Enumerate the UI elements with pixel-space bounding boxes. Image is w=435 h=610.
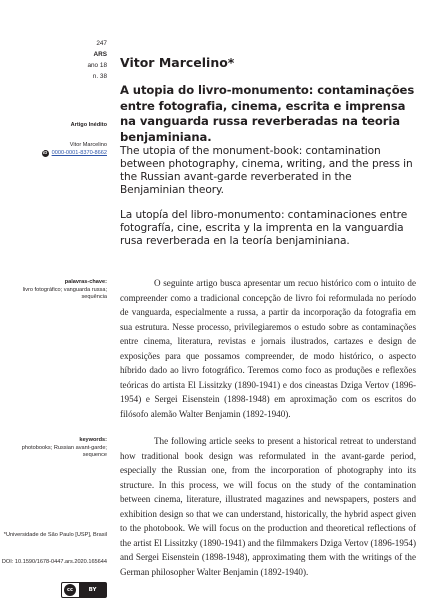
page-number: 247 <box>96 40 107 47</box>
orcid-icon: iD <box>43 149 48 155</box>
keywords-pt <box>0 279 107 302</box>
title-spanish: La utopía del libro-monumento: contaminaciones entre fotografía, cine, escrita y la imprenta en la vanguardia rusa reverberada en la teoría benjaminiana. <box>120 209 408 247</box>
title-english: The utopia of the monument-book: contamination between photography, cinema, writing, and the press in the Russian avant-garde reverberated in the Benjaminian theory. <box>120 145 413 196</box>
abstract-en-text: The following article seeks to present a historical retreat to understand how traditional book design was reformulated in the avant-garde period, especially the Russian one, from the incorporation of photography into its structure. In this process, we will focus on the study of the contamination between cinema, literature, illustrated magazines and newspapers, posters and exhibition design so that we can understand, historically, the hybrid aspect given to the photobook. We will focus on the production and theoretical reflections of the artist El Lissitzky (1890-1941) and the filmmakers Dziga Vertov (1896-1954) and Sergei Eisenstein (1898-1948), approximating them with the writings of the German philosopher Walter Benjamin (1892-1940). <box>120 436 416 577</box>
cc-icon: cc <box>64 584 76 596</box>
author-name: Vitor Marcelino* <box>120 55 235 70</box>
keywords-pt-terms: livro fotográfico; vanguarda russa; sequência <box>22 286 107 300</box>
keywords-en-title: keywords: <box>79 437 107 443</box>
doi[interactable]: DOI: 10.1590/1678-0447.ars.2020.165644 <box>1 559 107 565</box>
orcid-row <box>0 149 107 157</box>
journal-issue: n. 38 <box>92 73 107 80</box>
keywords-pt-title: palavras-chave: <box>64 279 107 285</box>
journal-meta <box>0 38 107 82</box>
by-icon: BY <box>79 583 106 597</box>
article-type: Artigo Inédito <box>70 122 107 128</box>
cc-license-badge[interactable] <box>61 582 107 598</box>
abstract-portuguese <box>120 276 416 421</box>
keywords-en-terms: photobooks; Russian avant-garde; sequence <box>21 444 107 458</box>
affiliation-footnote: *Universidade de São Paulo [USP], Brasil <box>3 532 107 538</box>
title-portuguese: A utopia do livro-monumento: contaminações entre fotografia, cinema, escrita e imprensa na vanguarda russa reverberadas na teoria benjaminiana. <box>120 83 415 144</box>
keywords-en <box>0 437 107 460</box>
author-sidebar <box>0 141 107 157</box>
author-side-name: Vitor Marcelino <box>69 142 107 148</box>
journal-year: ano 18 <box>87 62 107 69</box>
journal-name: ARS <box>93 51 107 58</box>
orcid-link[interactable]: 0000-0001-8370-8662 <box>51 150 107 156</box>
abstract-pt-text: O seguinte artigo busca apresentar um recuo histórico com o intuito de compreender como a tradicional concepção de livro foi reformulada no período de vanguarda, especialmente a russa, a partir da incorporação da fotografia em sua estrutura. Nesse processo, privilegiaremos o estudo sobre as contaminações entre cinema, literatura, revistas e jornais ilustrados, cartazes e design de exposições para que possamos compreender, de modo histórico, o aspecto híbrido dado ao livro fotográfico. Teremos como foco as produções e reflexões teóricas do artista El Lissitzky (1890-1941) e dos cineastas Dziga Vertov (1896-1954) e Sergei Eisenstein (1898-1948) em aproximação com os escritos do filósofo alemão Walter Benjamin (1892-1940). <box>120 278 416 419</box>
abstract-english <box>120 434 416 579</box>
